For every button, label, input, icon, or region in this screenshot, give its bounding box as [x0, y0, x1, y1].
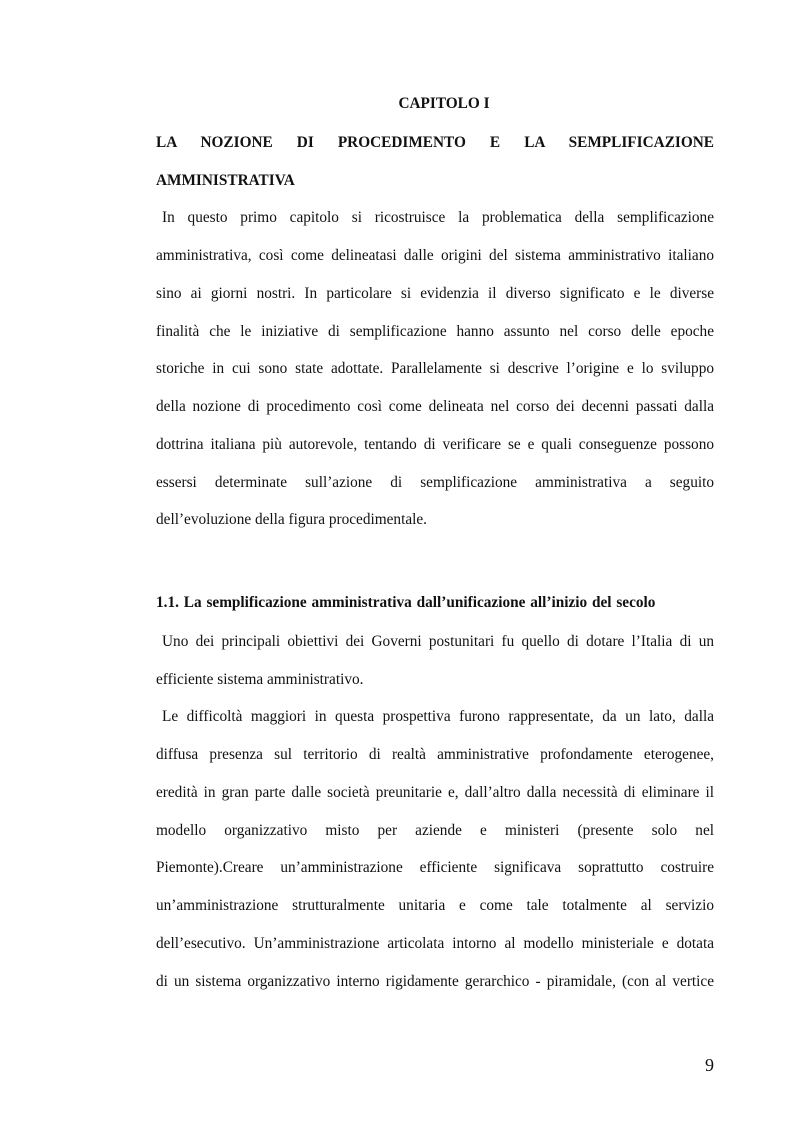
section-paragraph-line: dell’esecutivo. Un’amministrazione articolata intorno al modello ministeriale e dotata — [156, 935, 714, 952]
section-paragraph-line: Le difficoltà maggiori in questa prospettiva furono rappresentate, da un lato, dalla — [162, 708, 714, 725]
intro-paragraph-line: della nozione di procedimento così come delineata nel corso dei decenni passati dalla — [156, 398, 714, 415]
section-paragraph-line: modello organizzativo misto per aziende e ministeri (presente solo nel — [156, 822, 714, 839]
section-paragraph-line: un’amministrazione strutturalmente unitaria e come tale totalmente al servizio — [156, 897, 714, 914]
page-number: 9 — [705, 1055, 714, 1075]
chapter-title: CAPITOLO I — [398, 95, 490, 112]
section-heading: 1.1. La semplificazione amministrativa dall’unificazione all’inizio del secolo — [156, 594, 656, 611]
intro-paragraph-line: dottrina italiana più autorevole, tentando di verificare se e quali conseguenze possono — [156, 436, 714, 453]
section-paragraph-line: di un sistema organizzativo interno rigidamente gerarchico - piramidale, (con al vertice — [156, 973, 714, 990]
intro-paragraph-line: finalità che le iniziative di semplificazione hanno assunto nel corso delle epoche — [156, 323, 714, 340]
section-paragraph-line: eredità in gran parte dalle società preunitarie e, dall’altro dalla necessità di eliminare il — [156, 784, 714, 801]
chapter-subtitle-line: AMMINISTRATIVA — [156, 172, 295, 189]
intro-paragraph-line: amministrativa, così come delineatasi dalle origini del sistema amministrativo italiano — [156, 247, 714, 264]
intro-paragraph-line: storiche in cui sono state adottate. Parallelamente si descrive l’origine e lo sviluppo — [156, 360, 714, 377]
section-paragraph-line: diffusa presenza sul territorio di realtà amministrative profondamente eterogenee, — [156, 746, 714, 763]
section-paragraph-line: Piemonte).Creare un’amministrazione efficiente significava soprattutto costruire — [156, 859, 714, 876]
section-paragraph-line: Uno dei principali obiettivi dei Governi postunitari fu quello di dotare l’Italia di un — [162, 633, 714, 650]
section-paragraph-line: efficiente sistema amministrativo. — [156, 671, 364, 688]
intro-paragraph-line: In questo primo capitolo si ricostruisce la problematica della semplificazione — [162, 209, 714, 226]
chapter-subtitle-line: LA NOZIONE DI PROCEDIMENTO E LA SEMPLIFICAZIONE — [156, 134, 714, 151]
intro-paragraph-line: essersi determinate sull’azione di semplificazione amministrativa a seguito — [156, 474, 714, 491]
intro-paragraph-line: dell’evoluzione della figura procedimentale. — [156, 511, 427, 528]
intro-paragraph-line: sino ai giorni nostri. In particolare si evidenzia il diverso significato e le diverse — [156, 285, 714, 302]
